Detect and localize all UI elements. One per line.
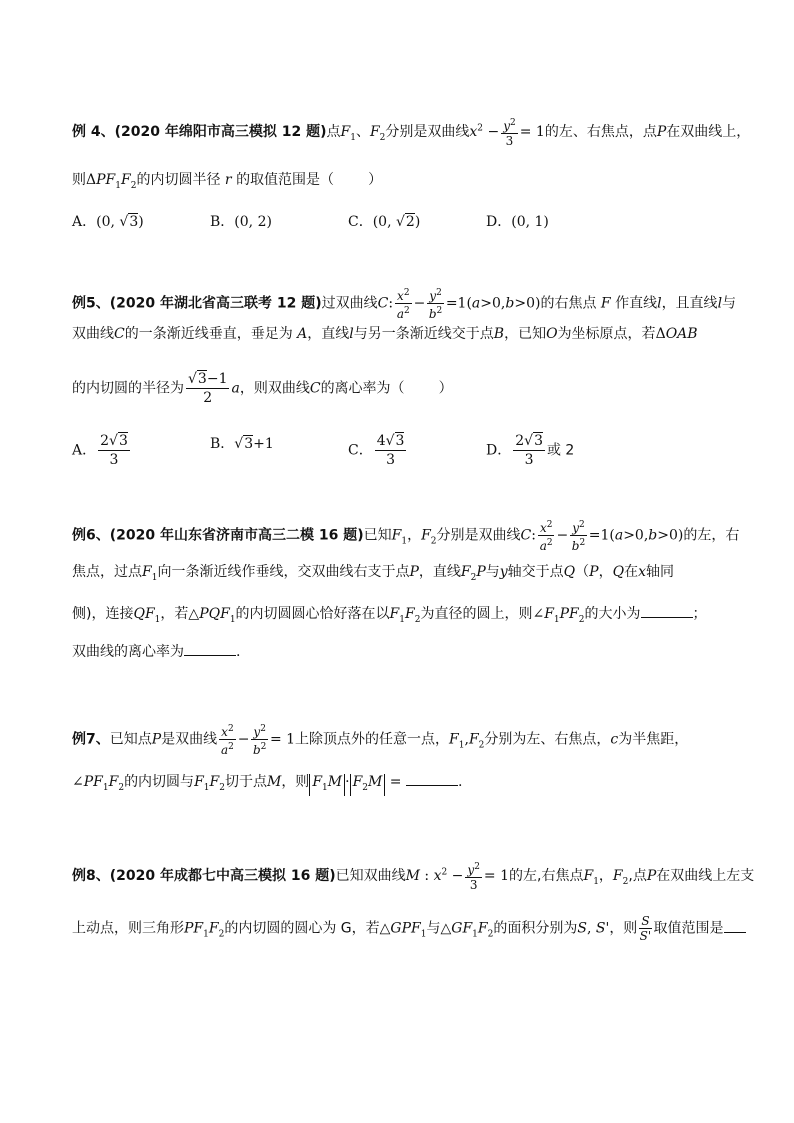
example-5-label: 例5、(2020 年湖北省高三联考 12 题) <box>72 295 322 312</box>
example-6-line-3: 侧)，连接$QF_1$，若$\triangle PQF_1$的内切圆圆心恰好落在以$F_1F_2$为直径的圆上，则$\angle F_1PF_2$的大小为 ； <box>72 606 707 625</box>
example-8-line-2: 上动点，则三角形$PF_1F_2$的内切圆的圆心为 G，若$\triangle GPF_1$与$\triangle GF_1F_2$的面积分别为S, S'，则 $\frac{S}{S'}$ 取值范围是 <box>72 914 746 944</box>
example-8-line-1: 例8、(2020 年成都七中高三模拟 16 题)已知双曲线M : $x^2$ − $\frac{y^2}{3}$ = 1的左,右焦点$F_1$，$F_2$,点P在双曲线上左支 <box>72 862 755 892</box>
example-6-label: 例6、(2020 年山东省济南市高三二模 16 题) <box>72 527 364 544</box>
example-4-option-a: A．(0, √3) <box>72 214 144 230</box>
example-6-line-2: 焦点，过点$F_1$向一条渐近线作垂线，交双曲线右支于点P，直线$F_2P$与y轴交于点Q（P，Q在x轴同 <box>72 564 674 583</box>
example-4-option-d: D．(0, 1) <box>486 214 549 230</box>
example-8-label: 例8、(2020 年成都七中高三模拟 16 题) <box>72 868 336 884</box>
example-4-line-1: 例 4、(2020 年绵阳市高三模拟 12 题)点$F_1$、$F_2$分别是双曲线$x^2$ − $\frac{y^2}{3}$ = 1的左、右焦点，点P在双曲线上， <box>72 118 751 148</box>
example-4-label: 例 4、(2020 年绵阳市高三模拟 12 题) <box>72 124 327 140</box>
example-5-option-b: B．√3+1 <box>210 436 274 452</box>
example-6-line-1: 例6、(2020 年山东省济南市高三二模 16 题)已知$F_1$，$F_2$分别是双曲线C: $\frac{x^2}{a^2}$ − $\frac{y^2}{b^2}$ =1(a>0,b>0)的左，右 <box>72 520 740 553</box>
example-5-option-a: A． $\frac{2√3}{3}$ <box>72 433 128 468</box>
example-5-line-3: 的内切圆的半径为 $\frac{√3-1}{2}$ a，则双曲线C的离心率为（ ） <box>72 371 453 406</box>
example-7-label: 例7、 <box>72 731 110 748</box>
example-5-option-d: D． $\frac{2√3}{3}$ 或 2 <box>486 433 575 468</box>
example-4-option-c: C．(0, √2) <box>348 214 421 230</box>
example-4-line-2: 则$\Delta PF_1F_2$的内切圆半径 r 的取值范围是（ ） <box>72 172 383 191</box>
example-5-line-1: 例5、(2020 年湖北省高三联考 12 题)过双曲线C: $\frac{x^2}{a^2}$ − $\frac{y^2}{b^2}$ =1(a>0,b>0)的右焦点 F 作直线l，且直线l与 <box>72 288 737 321</box>
example-7-line-2: $\angle PF_1F_2$的内切圆与$F_1F_2$切于点M，则 $F_1M \cdot F_2M$ = . <box>72 772 462 798</box>
answer-blank-eccentricity <box>184 643 236 656</box>
answer-blank-angle <box>641 605 693 618</box>
answer-blank-product <box>406 773 458 786</box>
example-5-line-2: 双曲线C的一条渐近线垂直，垂足为 A，直线l与另一条渐近线交于点B，已知O为坐标原点，若ΔOAB <box>72 326 698 342</box>
answer-blank-ratio <box>724 920 746 933</box>
example-5-option-c: C． $\frac{4√3}{3}$ <box>348 433 405 468</box>
example-4-option-b: B．(0, 2) <box>210 214 272 230</box>
example-7-line-1: 例7、已知点P是双曲线 $\frac{x^2}{a^2}$ − $\frac{y^2}{b^2}$ = 1上除顶点外的任意一点，$F_1,F_2$分别为左、右焦点，c为半焦距， <box>72 724 689 757</box>
example-6-line-4: 双曲线的离心率为 . <box>72 644 241 660</box>
